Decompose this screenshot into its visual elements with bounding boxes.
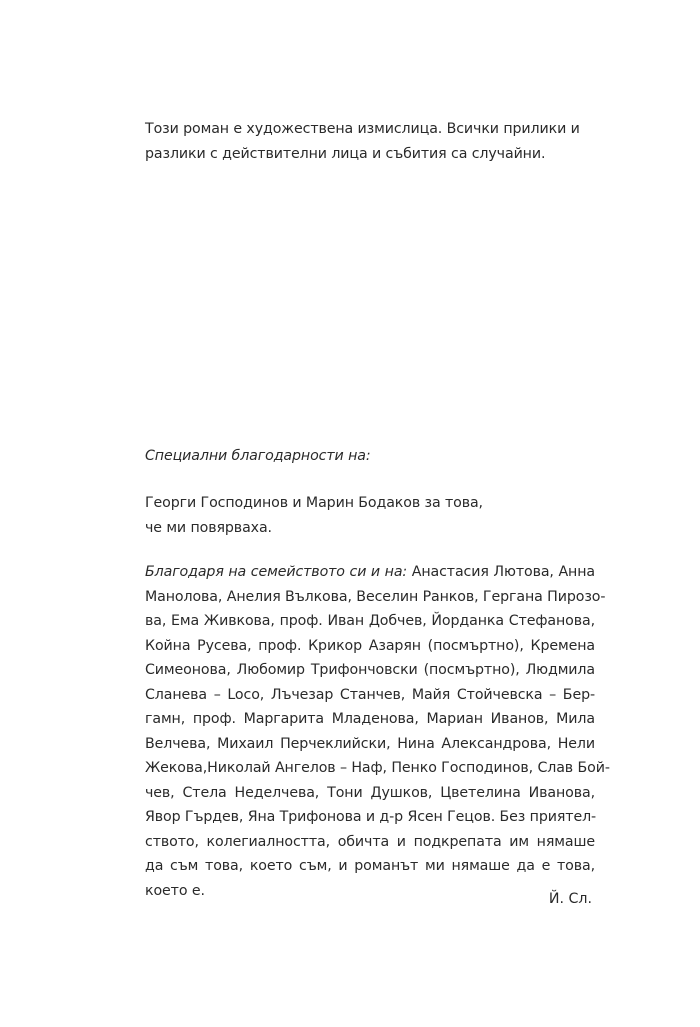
body-lead: Благодаря на семейството си и на: bbox=[145, 564, 408, 580]
body-line: Сланева – Loco, Лъчезар Станчев, Майя Стойчевска – Бер- bbox=[145, 686, 595, 703]
body-line: Велчева, Михаил Перчеклийски, Нина Александрова, Нели bbox=[145, 735, 595, 752]
body-line-text: Анастасия Лютова, Анна bbox=[407, 564, 595, 580]
body-line: гамн, проф. Маргарита Младенова, Мариан Иванов, Мила bbox=[145, 711, 595, 727]
author-signature: Й. Сл. bbox=[548, 891, 592, 907]
disclaimer-line: разлики с действителни лица и събития са случайни. bbox=[145, 145, 546, 162]
disclaimer bbox=[145, 117, 595, 166]
body-line: Манолова, Анелия Вълкова, Веселин Ранков, Гергана Пирозо- bbox=[145, 588, 606, 605]
body-line: Жекова,Николай Ангелов – Наф, Пенко Господинов, Слав Бой- bbox=[145, 760, 610, 776]
body-line: Койна Русева, проф. Крикор Азарян (посмъртно), Кремена bbox=[145, 637, 595, 654]
acknowledgements-body bbox=[145, 560, 610, 903]
body-line: чев, Стела Неделчева, Тони Душков, Цветелина Иванова, bbox=[145, 784, 595, 801]
body-line: ва, Ема Живкова, проф. Иван Добчев, Йорданка Стефанова, bbox=[145, 613, 595, 629]
body-line: Явор Гърдев, Яна Трифонова и д-р Ясен Гецов. Без приятел- bbox=[145, 809, 597, 825]
intro-line: Георги Господинов и Марин Бодаков за това, bbox=[145, 495, 483, 511]
disclaimer-line: Този роман е художествена измислица. Всички прилики и bbox=[145, 121, 580, 137]
acknowledgements-heading: Специални благодарности на: bbox=[145, 448, 371, 464]
body-line: което е. bbox=[145, 882, 205, 899]
acknowledgements-intro bbox=[145, 491, 595, 540]
body-line: да съм това, което съм, и романът ми нямаше да е това, bbox=[145, 858, 595, 874]
intro-line: че ми повярваха. bbox=[145, 519, 272, 536]
body-line: ството, колегиалността, обичта и подкрепата им нямаше bbox=[145, 833, 595, 850]
body-line: Симеонова, Любомир Трифончовски (посмъртно), Людмила bbox=[145, 662, 595, 678]
body-line bbox=[145, 560, 595, 585]
